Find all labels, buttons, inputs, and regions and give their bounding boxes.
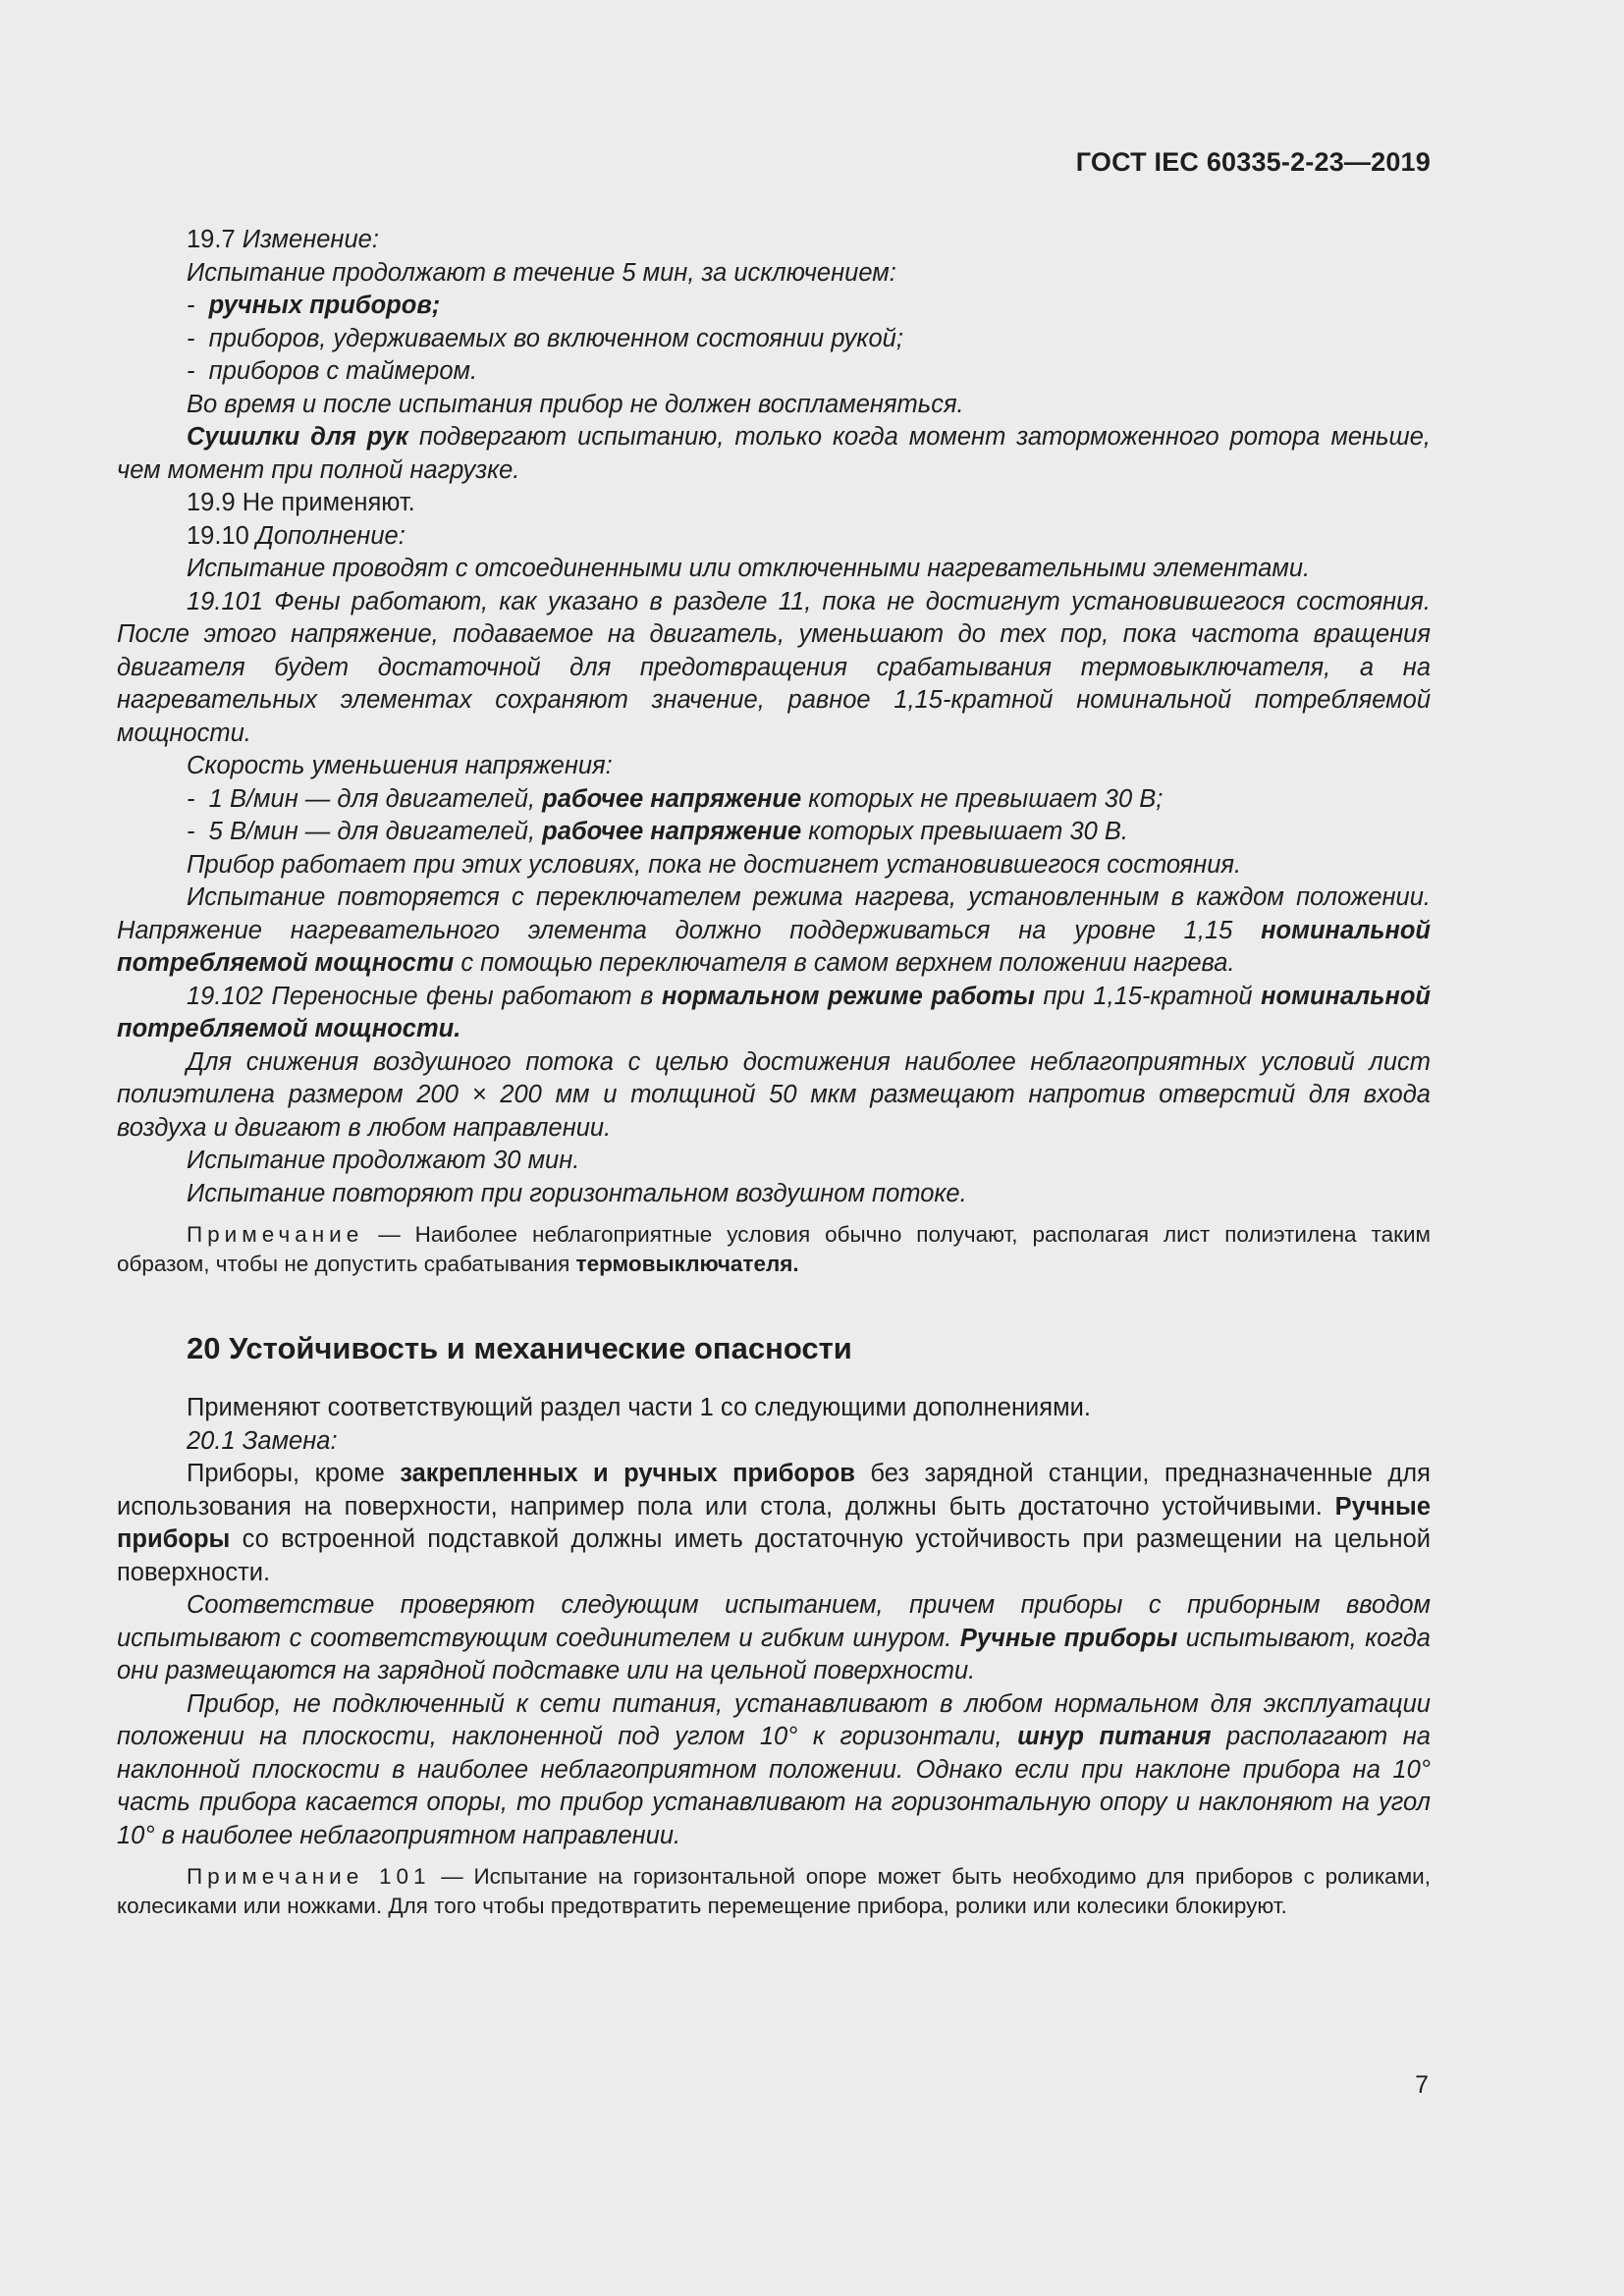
paragraph: Во время и после испытания прибор не должен воспламеняться. xyxy=(187,390,964,418)
section-20-heading: 20 Устойчивость и механические опасности xyxy=(187,1331,852,1365)
standard-header: ГОСТ IEC 60335-2-23—2019 xyxy=(1075,147,1431,177)
list-item: - 1 В/мин — для двигателей, рабочее напряжение которых не превышает 30 В; xyxy=(187,784,1164,813)
clause-19-10-title: 19.10 Дополнение: xyxy=(187,521,406,550)
paragraph: Соответствие проверяют следующим испытанием, причем приборы с приборным вводом испытывают с соответствующим соединителем и гибким шнуром. Ручные приборы испытывают, когда они размещаются на зарядной подставке или на цельной поверхности. xyxy=(117,1591,1431,1684)
clause-19-7-title: 19.7 Изменение: xyxy=(187,226,379,253)
paragraph: Сушилки для рук подвергают испытанию, только когда момент заторможенного ротора меньше, чем момент при полной нагрузке. xyxy=(117,423,1431,484)
paragraph: Прибор работает при этих условиях, пока не достигнет установившегося состояния. xyxy=(187,850,1242,879)
clause-20-1-title: 20.1 Замена: xyxy=(187,1426,338,1455)
list-item: - приборов с таймером. xyxy=(187,357,478,385)
page-number: 7 xyxy=(1415,2071,1429,2099)
note: Примечание 101 — Испытание на горизонтальной опоре может быть необходимо для приборов с роликами, колесиками или ножками. Для того чтобы предотвратить перемещение прибора, ролики или колесики блокируют. xyxy=(117,1864,1431,1918)
paragraph: Для снижения воздушного потока с целью достижения наиболее неблагоприятных условий лист полиэтилена размером 200 × 200 мм и толщиной 50 мкм размещают напротив отверстий для входа воздуха и двигают в любом направлении. xyxy=(117,1047,1431,1142)
paragraph: Испытание повторяют при горизонтальном воздушном потоке. xyxy=(187,1179,967,1207)
paragraph: Испытание повторяется с переключателем режима нагрева, установленным в каждом положении. Напряжение нагревательного элемента должно поддерживаться на уровне 1,15 номинальной потребляемой мощности с помощью переключателя в самом верхнем положении нагрева. xyxy=(117,883,1431,977)
list-item: - 5 В/мин — для двигателей, рабочее напряжение которых превышает 30 В. xyxy=(187,818,1129,845)
clause-19-101: 19.101 Фены работают, как указано в разделе 11, пока не достигнут установившегося состояния. После этого напряжение, подаваемое на двигатель, уменьшают до тех пор, пока частота вращения двигателя будет достаточной для предотвращения срабатывания термовыключателя, а на нагревательных элементах сохраняют значение, равное 1,15-кратной номинальной потребляемой мощности. xyxy=(117,587,1431,747)
paragraph: Прибор, не подключенный к сети питания, устанавливают в любом нормальном для эксплуатации положении на плоскости, наклоненной под углом 10° к горизонтали, шнур питания располагают на наклонной плоскости в наиболее неблагоприятном положении. Однако если при наклоне прибора на 10° часть прибора касается опоры, то прибор устанавливают на горизонтальную опору и наклоняют на угол 10° в наиболее неблагоприятном направлении. xyxy=(117,1689,1431,1849)
clause-19-102: 19.102 Переносные фены работают в нормальном режиме работы при 1,15-кратной номинальной потребляемой мощности. xyxy=(117,982,1431,1042)
list-item: - приборов, удерживаемых во включенном состоянии рукой; xyxy=(187,324,903,352)
paragraph: Испытание проводят с отсоединенными или отключенными нагревательными элементами. xyxy=(187,555,1311,582)
paragraph: Приборы, кроме закрепленных и ручных приборов без зарядной станции, предназначенные для использования на поверхности, например пола или стола, должны быть достаточно устойчивыми. Ручные приборы со встроенной подставкой должны иметь достаточную устойчивость при размещении на цельной поверхности. xyxy=(117,1460,1431,1586)
paragraph: Применяют соответствующий раздел части 1 со следующими дополнениями. xyxy=(187,1394,1091,1421)
paragraph: Испытание продолжают 30 мин. xyxy=(187,1147,580,1174)
note: Примечание — Наиболее неблагоприятные условия обычно получают, располагая лист полиэтилена таким образом, чтобы не допустить срабатывания термовыключателя. xyxy=(117,1222,1431,1276)
clause-19-9: 19.9 Не применяют. xyxy=(187,489,415,516)
clause-19-7-intro: Испытание продолжают в течение 5 мин, за исключением: xyxy=(187,258,896,287)
list-item: - ручных приборов; xyxy=(187,292,441,319)
page-content xyxy=(117,224,1431,1920)
paragraph: Скорость уменьшения напряжения: xyxy=(187,752,613,779)
